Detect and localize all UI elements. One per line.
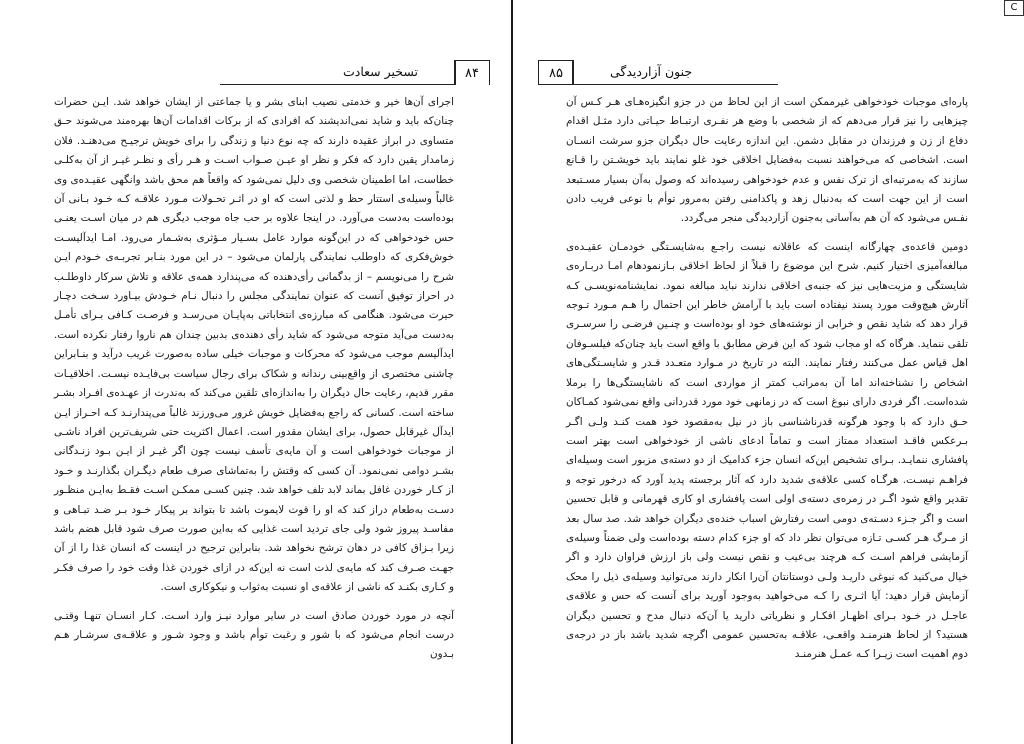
right-header-rule [538,84,778,85]
right-paragraph-2: دومین قاعده‌ی چهارگانه اینست که عاقلانه نیست راجـع به‌شایسـتگی خودمـان عقیـده‌ی مبالغه‌آمیزی اختیار کنیم. شرح این موضوع را قبلاً از لحاظ اخلاقی بـازنمودهام امـا دربـاره‌ی شایستگی و مزیت‌هایی نیز که جنبه‌ی اخلاقی ندارند نباید مبالغه نمود. نمایشنامه‌نویسـی کـه آثارش هیچ‌وقت مورد پسند نیفتاده است باید با آرامش خاطر این احتمال را هـم مـورد تـوجه قرار دهد که شاید نقص و خرابی از نوشته‌های خود او بوده‌است و چنـین فرضـی را سرسـری تلقی ننماید. هرگاه که او مجاب شود که این فرض مطابق با واقع است باید چنان‌که فیلسـوفان اهل قیاس عمل می‌کنند رفتار نمایند. البته در تاریخ در مـوارد متعـدد قـدر و شایسـتگی‌های اشخاص را نشناخته‌اند اما آن به‌مراتب کمتر از مواردی است که ناشایستگی‌ها را برملا شده‌است. اگر فردی دارای نبوغ است که در زمانهی خود مورد قدردانی واقع نمی‌شود کمـاکان حـق دارد که با وجود هرگونه قدرناشناسی باز در نیل به‌مقصود خود همت کنـد ولـی اگـر بـرعکس فاقـد استعداد ممتاز است و تماماً ادعای ناشی از خودخواهی است بهتر است پافشاری ننمایـد. بـرای تشخیص این‌که انسان جزء کدامیک از دو دسته‌ی مزبور است وسیله‌ای فراهـم نیسـت. هرگـاه کسی علاقه‌ی شدید دارد که آثار برجسته پدید آورد که درخور توجه و تقدیر واقع شود اگـر در زمره‌ی دسته‌ی اولی است پافشاری او کاری قهرمانی و قابل تحسین است و اگر جـزء دسـته‌ی دومی است رفتارش اسباب خنده‌ی دیگران خواهد شد. صد سال بعد از مـرگ هـر کسـی تـازه می‌توان نظر داد که او جزء کدام دسته بوده‌است ولی ضمناً وسیله‌ی آزمایشی فراهم اسـت کـه هرچند بی‌عیب و نقص نیست ولی باز ارزش فراوان دارد و اگر خیال می‌کنید که نبوغی داریـد ولـی دوستانتان آن‌را انکار دارند می‌توانید وسیله‌ی ذیل را محک آزمایش قرار دهید: آیا اثـری را کـه می‌خواهید به‌وجود آورید برای آنست که حس و علاقه‌ی عاجـل در خـود بـرای اظهـار افکـار و نظریاتی دارید یا آن‌که دنبال مدح و تحسین دیگران هستید؟ از لحاظ هنرمنـد واقعـی، علاقـه به‌تحسین عمومی اگرچه شدید باشد باز در درجه‌ی دوم اهمیت است زیـرا کـه عمـل هنرمنـد [566,240,968,661]
page-gutter [511,0,513,744]
right-page-body [566,93,968,665]
corner-badge[interactable]: C [1004,0,1024,16]
left-paragraph-2: آنچه در مورد خوردن صادق است در سایر موارد نیـز وارد اسـت. کـار انسـان تنهـا وقتـی درست انجام می‌شود که با شور و رغبت توأم باشد و وجود شـور و علاقـه‌ی سرشـار هـم بـدون [54,609,454,661]
left-page-body [54,93,454,665]
right-paragraph-1: پاره‌ای موجبات خودخواهی غیرممکن است از این لحاظ من در جزو انگیزه‌هـای هـر کـس آن چیزهایی را نیز قرار می‌دهم که از شخصی با وضع هر نفـری ارتبـاط حیـاتی دارد مثـل اقدام دفاع از زن و فرزندان در مقابل دشمن. این اندازه رعایت حال دیگران جزو سرشت انسـان است. اشخاصی که می‌خواهند نسبت به‌فضایل اخلاقی خود غلو نمایند باید خویشـتن را قـانع سازند که به‌مرتبه‌ای از ترک نفس و عدم خودخواهی رسیده‌اند که وصول به‌آن بسیار مسـتبعد است از این جهت است که به‌دنبال زهد و پاکدامنی رفتن به‌مرور توأم با نوعی فریب دادن نفـس می‌شود که آن هم به‌آسانی به‌جنون آزاردیدگی منجر می‌گردد. [566,96,968,225]
right-running-title: جنون آزاردیدگی [610,64,693,79]
right-header-tick [572,60,574,85]
left-page-number: ۸۴ [454,60,490,85]
right-page-number: ۸۵ [538,60,574,85]
right-page [514,0,1024,744]
left-header-rule [220,84,454,85]
left-page [0,0,510,744]
left-paragraph-1: اجرای آن‌ها خیر و خدمتی نصیب ابنای بشر و یا جماعتی از ایشان خواهد شد. ایـن حضرات چنان‌که باید و شاید نمی‌اندیشند که افرادی که از برکات اقدامات آن‌ها بهره‌مند می‌شوند حـق متساوی در ابراز عقیده دارند که چه نوع دنیا و زندگی را برای خویش ترجیـح می‌دهنـد. فلان زمامدار یقین دارد که فکر و نظر او عیـن صـواب اسـت و هـر رأی و نظـر غیـر از آن به‌کلـی خطاست، اما اطمینان شخصی وی دلیل نمی‌شود که واقعاً هم محق باشد وانگهی عقیـده‌ی وی غالباً وسیله‌ی استتار حظ و لذتی است که او در اثـر تحـولات مـورد علاقـه کـه خـود بـانی آن بوده‌است به‌دست می‌آورد. در اینجا علاوه بر حب جاه موجب دیگری هم در میان اسـت یعنـی حس خودخواهی که در این‌گونه موارد عامل بسـیار مـؤثری به‌شـمار می‌رود. امـا ایدآلیسـت خوش‌فکری که داوطلب نمایندگی پارلمان می‌شود – در این مورد بنـابر تجربـه‌ی خـودم ایـن شرح را می‌نویسم – از بدگمانی رأی‌دهنده که می‌پندارد همه‌ی علاقه و تلاش سرکار داوطلـب در احراز توفیق آنست که عنوان نمایندگی مجلس را دنبال نـام خـودش بیـاورد سـخت دچـار حیرت می‌شود. هنگامی که مبارزه‌ی انتخاباتی به‌پایـان می‌رسـد و فرصـت کـافی بـرای تأمـل به‌دست می‌آید متوجه می‌شود که شاید رأی دهنده‌ی بدبین چندان هم ناروا رفتار نکرده است. ایدآلیسم موجب می‌شود که محرکات و موجبات خیلی ساده به‌صورت غریب درآید و بنـابراین چاشنی مختصری از واقع‌بینی رندانه و شکاک برای رجال سیاست بی‌فایـده نیسـت. اخلاقیـات مقرر قدیم، رعایت حال دیگران را به‌اندازه‌ای تلقین می‌کند که به‌ندرت از عهـده‌ی افـراد بشـر ساخته است. کسانی که راجع به‌فضایل خویش غرور می‌ورزند غالباً می‌پندارنـد کـه احـراز ایـن ایدآل غیرقابل حصول، برای ایشان مقدور است. اعمال اکثریت حتی شریف‌ترین افراد ناشـی از موجبات خودخواهی است و آن مایه‌ی تأسف نیست چون اگر غیـر از ایـن بـود زنـدگانی بشـر دوامی نمی‌نمود. آن کسی که وقتش را به‌تماشای صرف طعام دیگـران بگذارنـد و خـود از کـار خوردن غافل بماند لابد تلف خواهد شد. چنین کسـی ممکـن اسـت فقـط به‌ایـن منظـور دسـت به‌طعام دراز کند که او را قوت لایموت باشد تا بتواند بر پیکار خـود بـر ضـد تبـاهی و مفاسـد پیروز شود ولی جای تردید است غذایی که به‌این صورت صرف شود قابل هضم باشد زیرا بـزاق کافی در دهان ترشح نخواهد شد. بنابراین ترجیح در اینست که انسان غذا را از آن جهـت صـرف کند که مایه‌ی لذت است نه این‌که در ازای خوردن غذا وقت خود را صرف فکـر و کـاری بکنـد که ناشی از علاقه‌ی او نسبت به‌ثواب و نیکوکاری است. [54,96,454,594]
left-running-title: تسخیر سعادت [343,64,418,79]
